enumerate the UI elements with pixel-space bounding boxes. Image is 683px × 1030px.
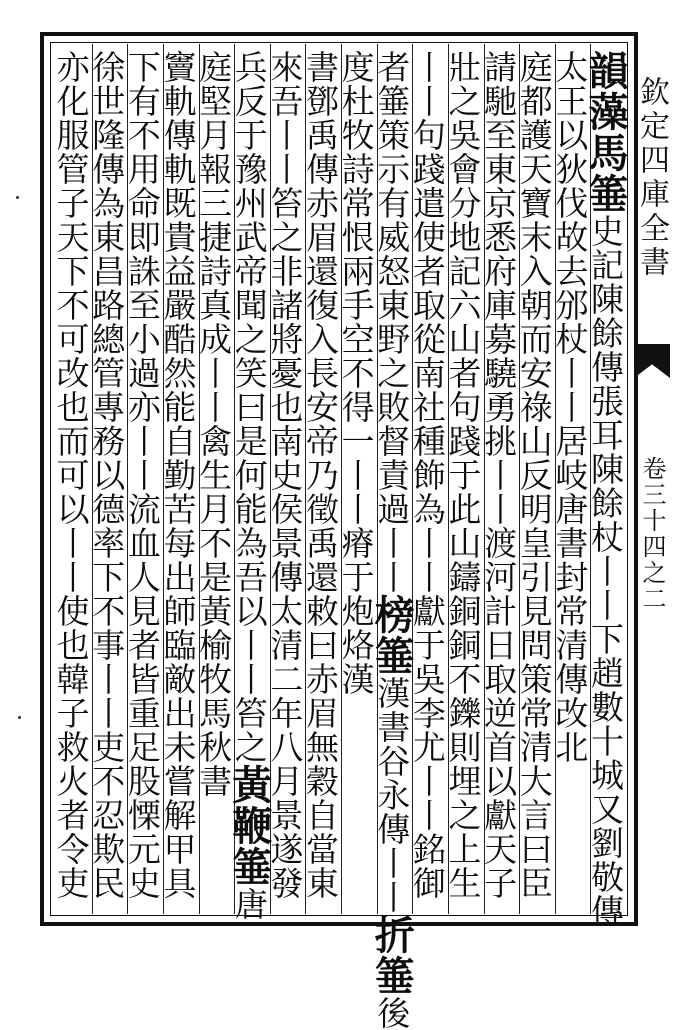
column-text: 丨丨句踐遣使者取從南社種飾為丨丨獻于吳李尤丨丨銘御 — [407, 50, 447, 900]
column-text: 太王以狄伐故去邠杖丨丨居岐唐書封常清傳改北 — [550, 50, 590, 764]
volume-label: 卷三十四之二 — [638, 456, 666, 612]
scan-speck — [16, 196, 19, 199]
column-text: 者箠策示有威怒東野之敗督責過丨丨 — [372, 50, 412, 594]
entry-heading: 韻藻馬箠 — [582, 50, 629, 214]
entry-heading: 折箠 — [368, 914, 416, 996]
text-column — [158, 50, 198, 916]
column-text: 兵反于豫州武帝聞之笑曰是何能為吾以丨丨笞之 — [229, 50, 269, 764]
text-column — [265, 50, 305, 916]
entry-heading: 黃鞭箠 — [225, 764, 273, 887]
column-text: 唐 — [229, 887, 269, 921]
text-column — [582, 50, 629, 928]
column-text: 來吾丨丨笞之非諸將憂也南史侯景傳太清二年八月景遂發 — [265, 50, 305, 900]
text-column — [336, 50, 376, 916]
text-column — [407, 50, 447, 916]
entry-heading: 榜箠 — [368, 594, 416, 676]
text-column — [301, 50, 340, 916]
column-text: 漢書谷永傳丨丨 — [372, 676, 412, 914]
column-text: 徐世隆傳為東昌路總管專務以德率下不事丨丨吏不忍欺民 — [87, 50, 127, 900]
text-column — [225, 50, 273, 921]
column-text: 後 — [372, 996, 412, 1030]
column-text: 史記陳餘傳張耳陳餘杖丨丨下趙數十城又劉敬傳 — [586, 214, 625, 928]
column-text: 竇軌傳軌既貴益嚴酷然能自勤苦每出師臨敵出未嘗解甲具 — [158, 50, 198, 900]
text-column — [87, 50, 127, 916]
text-column — [122, 50, 162, 916]
column-text: 書鄧禹傳赤眉還復入長安帝乃徵禹還敕曰赤眉無穀自當東 — [301, 50, 340, 900]
column-text: 壯之吳會分地記六山者句踐于此山鑄銅銅不鑠則埋之上生 — [443, 50, 483, 900]
text-column — [368, 50, 416, 1030]
fish-tail-mark — [634, 344, 670, 378]
column-text: 庭堅月報三捷詩真成丨丨禽生月不是黃榆牧馬秋書 — [194, 50, 234, 798]
column-text: 亦化服管子天下不可改也而可以丨丨使也韓子救火者令吏 — [51, 50, 91, 900]
column-text: 庭都護天寶末入朝而安祿山反明皇引見問策常清大言曰臣 — [514, 50, 554, 900]
text-column — [194, 50, 234, 916]
column-text: 下有不用命即誅至小過亦丨丨流血人見者皆重足股慄元史 — [122, 50, 162, 900]
margin-column — [632, 44, 672, 914]
column-text: 度杜牧詩常恨兩手空不得一丨丨瘠于炮烙漢 — [336, 50, 376, 696]
text-column — [443, 50, 483, 916]
column-text: 請馳至東京悉府庫募驍勇挑丨丨渡河計日取逆首以獻天子 — [479, 50, 519, 900]
text-column — [51, 50, 91, 916]
margin-title: 欽定四庫全書 — [634, 76, 669, 280]
text-column — [550, 50, 590, 916]
text-column — [514, 50, 554, 916]
text-column — [479, 50, 519, 916]
scan-speck — [18, 716, 21, 719]
